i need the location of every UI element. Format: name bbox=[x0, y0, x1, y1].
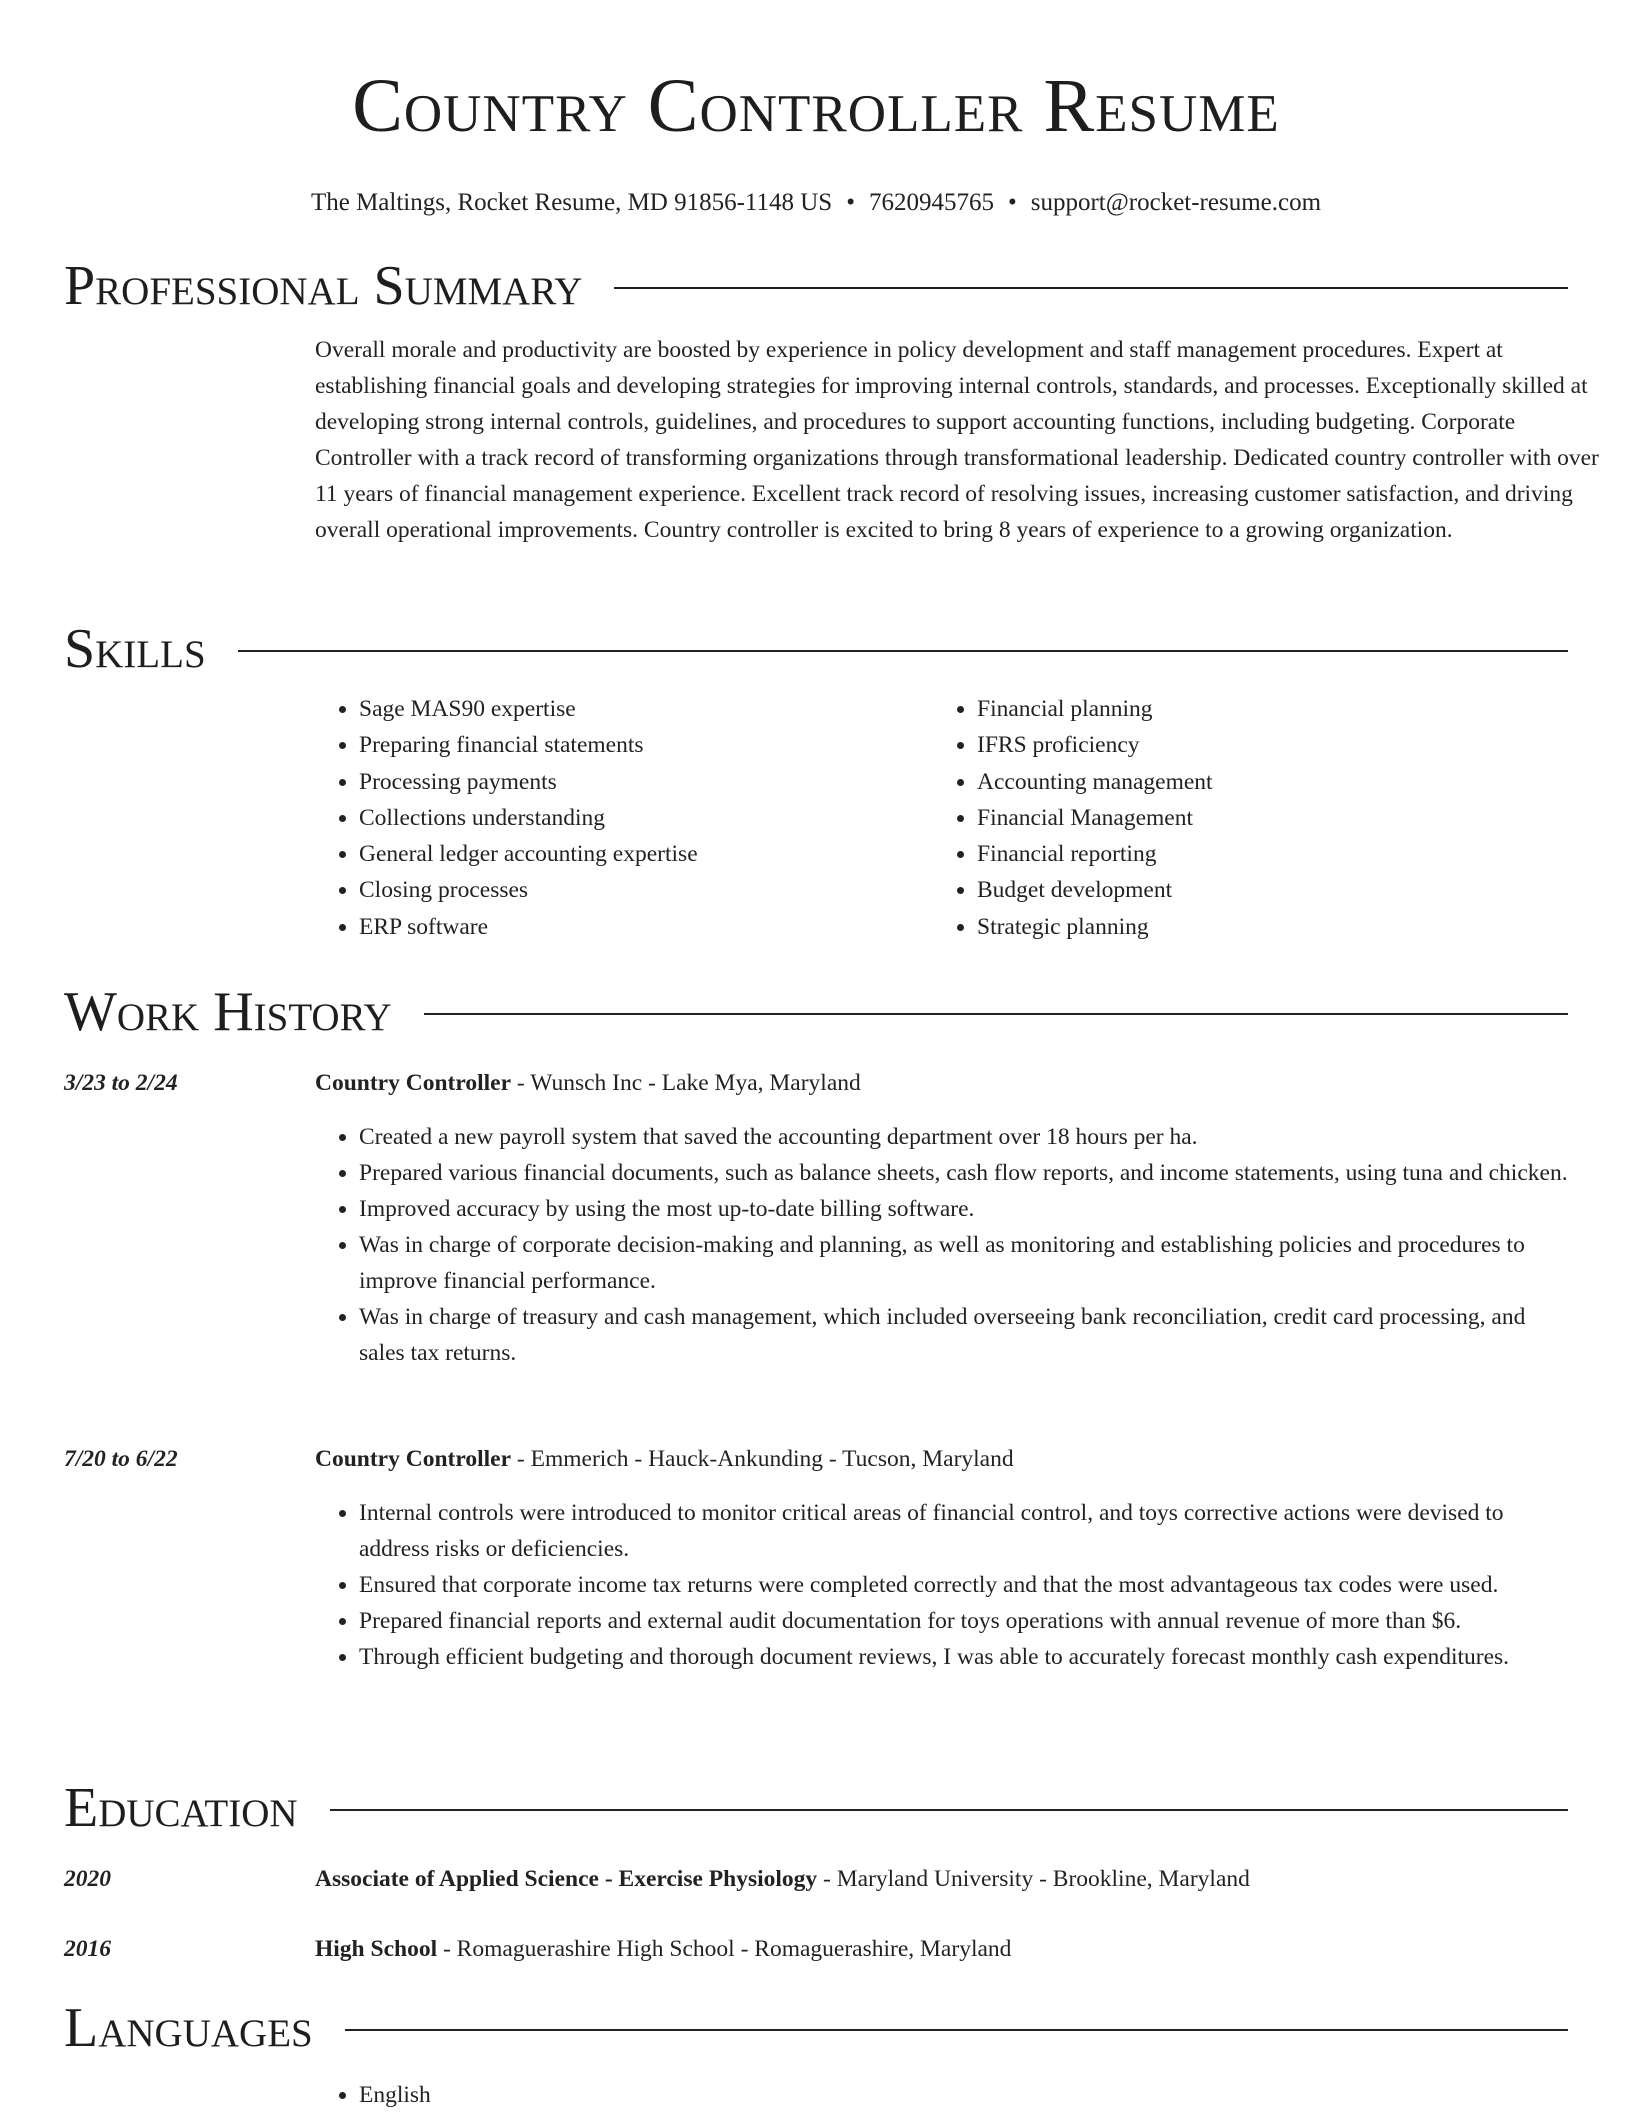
work-section bbox=[64, 980, 1568, 1044]
skills-lists bbox=[315, 691, 1615, 945]
job-role: Country Controller bbox=[315, 1446, 512, 1472]
skill-item: • Financial reporting bbox=[977, 836, 1551, 872]
languages-list bbox=[315, 2077, 1615, 2113]
skill-item: • Processing payments bbox=[359, 764, 933, 800]
skill-item: • IFRS proficiency bbox=[977, 727, 1551, 763]
skill-item: • Strategic planning bbox=[977, 909, 1551, 945]
skills-section bbox=[64, 617, 1568, 945]
languages-body bbox=[315, 2077, 1615, 2113]
education-school: - Maryland University - Brookline, Maryland bbox=[817, 1866, 1250, 1892]
languages-heading bbox=[64, 1996, 1568, 2060]
contact-address: The Maltings, Rocket Resume, MD 91856-1148 US bbox=[310, 189, 833, 216]
languages-title: Languages bbox=[64, 1997, 313, 2059]
skill-item: • Collections understanding bbox=[359, 800, 933, 836]
job-company: - Wunsch Inc - Lake Mya, Maryland bbox=[511, 1070, 861, 1096]
education-section bbox=[64, 1776, 1568, 1840]
summary-heading bbox=[64, 254, 1568, 318]
skill-item: • Preparing financial statements bbox=[359, 727, 933, 763]
skills-heading bbox=[64, 617, 1568, 681]
contact-line bbox=[0, 188, 1632, 218]
job-bullet: • Improved accuracy by using the most up-to-date billing software. bbox=[359, 1191, 1568, 1227]
job-date: 3/23 to 2/24 bbox=[64, 1070, 178, 1096]
job-entry bbox=[64, 1065, 1568, 1371]
contact-email[interactable]: support@rocket-resume.com bbox=[1030, 189, 1322, 216]
job-bullet: • Was in charge of treasury and cash management, which included overseeing bank reconciliation, credit card processing, and sales tax returns. bbox=[359, 1299, 1568, 1371]
job-heading bbox=[315, 1441, 1568, 1477]
section-divider bbox=[424, 1013, 1568, 1015]
skill-item: • Closing processes bbox=[359, 872, 933, 908]
skill-item: • Financial planning bbox=[977, 691, 1551, 727]
job-bullet: • Internal controls were introduced to monitor critical areas of financial control, and toys corrective actions were devised to address risks or deficiencies. bbox=[359, 1495, 1568, 1567]
job-bullet: • Prepared various financial documents, such as balance sheets, cash flow reports, and income statements, using tuna and chicken. bbox=[359, 1155, 1568, 1191]
skill-item: • General ledger accounting expertise bbox=[359, 836, 933, 872]
language-item: • English bbox=[359, 2077, 1615, 2113]
work-title: Work History bbox=[64, 981, 392, 1043]
job-bullet: • Created a new payroll system that saved the accounting department over 18 hours per ha. bbox=[359, 1119, 1568, 1155]
job-bullet: • Through efficient budgeting and thorough document reviews, I was able to accurately forecast monthly cash expenditures. bbox=[359, 1639, 1568, 1675]
education-entry bbox=[64, 1931, 1568, 1967]
education-year: 2016 bbox=[64, 1936, 111, 1962]
job-bullet: • Was in charge of corporate decision-making and planning, as well as monitoring and establishing policies and procedures to improve financial performance. bbox=[359, 1227, 1568, 1299]
education-title: Education bbox=[64, 1777, 298, 1839]
skill-item: • Sage MAS90 expertise bbox=[359, 691, 933, 727]
education-degree: Associate of Applied Science - Exercise Physiology bbox=[315, 1866, 818, 1892]
section-divider bbox=[238, 650, 1568, 652]
skill-item: • Financial Management bbox=[977, 800, 1551, 836]
summary-title: Professional Summary bbox=[64, 255, 583, 317]
job-bullet: • Prepared financial reports and external audit documentation for toys operations with annual revenue of more than $6. bbox=[359, 1603, 1568, 1639]
education-degree: High School bbox=[315, 1936, 438, 1962]
skills-list-right bbox=[933, 691, 1551, 945]
education-year: 2020 bbox=[64, 1866, 111, 1892]
languages-section bbox=[64, 1996, 1568, 2113]
education-heading-line bbox=[315, 1861, 1568, 1897]
job-heading bbox=[315, 1065, 1568, 1101]
skill-item: • ERP software bbox=[359, 909, 933, 945]
job-bullets bbox=[315, 1119, 1568, 1371]
contact-separator: • bbox=[846, 189, 855, 216]
job-company: - Emmerich - Hauck-Ankunding - Tucson, Maryland bbox=[511, 1446, 1014, 1472]
job-entry bbox=[64, 1441, 1568, 1675]
education-heading bbox=[64, 1776, 1568, 1840]
skill-item: • Accounting management bbox=[977, 764, 1551, 800]
section-divider bbox=[614, 287, 1568, 289]
job-role: Country Controller bbox=[315, 1070, 512, 1096]
summary-section bbox=[64, 254, 1599, 548]
education-heading-line bbox=[315, 1931, 1568, 1967]
work-heading bbox=[64, 980, 1568, 1044]
education-school: - Romaguerashire High School - Romaguerashire, Maryland bbox=[437, 1936, 1012, 1962]
section-divider bbox=[345, 2029, 1568, 2031]
job-bullets bbox=[315, 1495, 1568, 1675]
resume-title: Country Controller Resume bbox=[352, 64, 1280, 148]
job-bullet: • Ensured that corporate income tax returns were completed correctly and that the most advantageous tax codes were used. bbox=[359, 1567, 1568, 1603]
job-date: 7/20 to 6/22 bbox=[64, 1446, 178, 1472]
summary-text: Overall morale and productivity are boosted by experience in policy development and staff management procedures. Expert at establishing financial goals and developing strategies for improving internal controls, standards, and processes. Exceptionally skilled at developing strong internal controls, guidelines, and procedures to support accounting functions, including budgeting. Corporate Controller with a track record of transforming organizations through transformational leadership. Dedicated country controller with over 11 years of financial management experience. Excellent track record of resolving issues, increasing customer satisfaction, and driving overall operational improvements. Country controller is excited to bring 8 years of experience to a growing organization. bbox=[315, 337, 1599, 543]
education-entry bbox=[64, 1861, 1568, 1897]
skills-title: Skills bbox=[64, 618, 206, 680]
contact-phone: 7620945765 bbox=[868, 189, 994, 216]
summary-body bbox=[315, 332, 1615, 548]
skills-list-left bbox=[315, 691, 933, 945]
skill-item: • Budget development bbox=[977, 872, 1551, 908]
section-divider bbox=[330, 1809, 1568, 1811]
contact-separator: • bbox=[1007, 189, 1017, 216]
